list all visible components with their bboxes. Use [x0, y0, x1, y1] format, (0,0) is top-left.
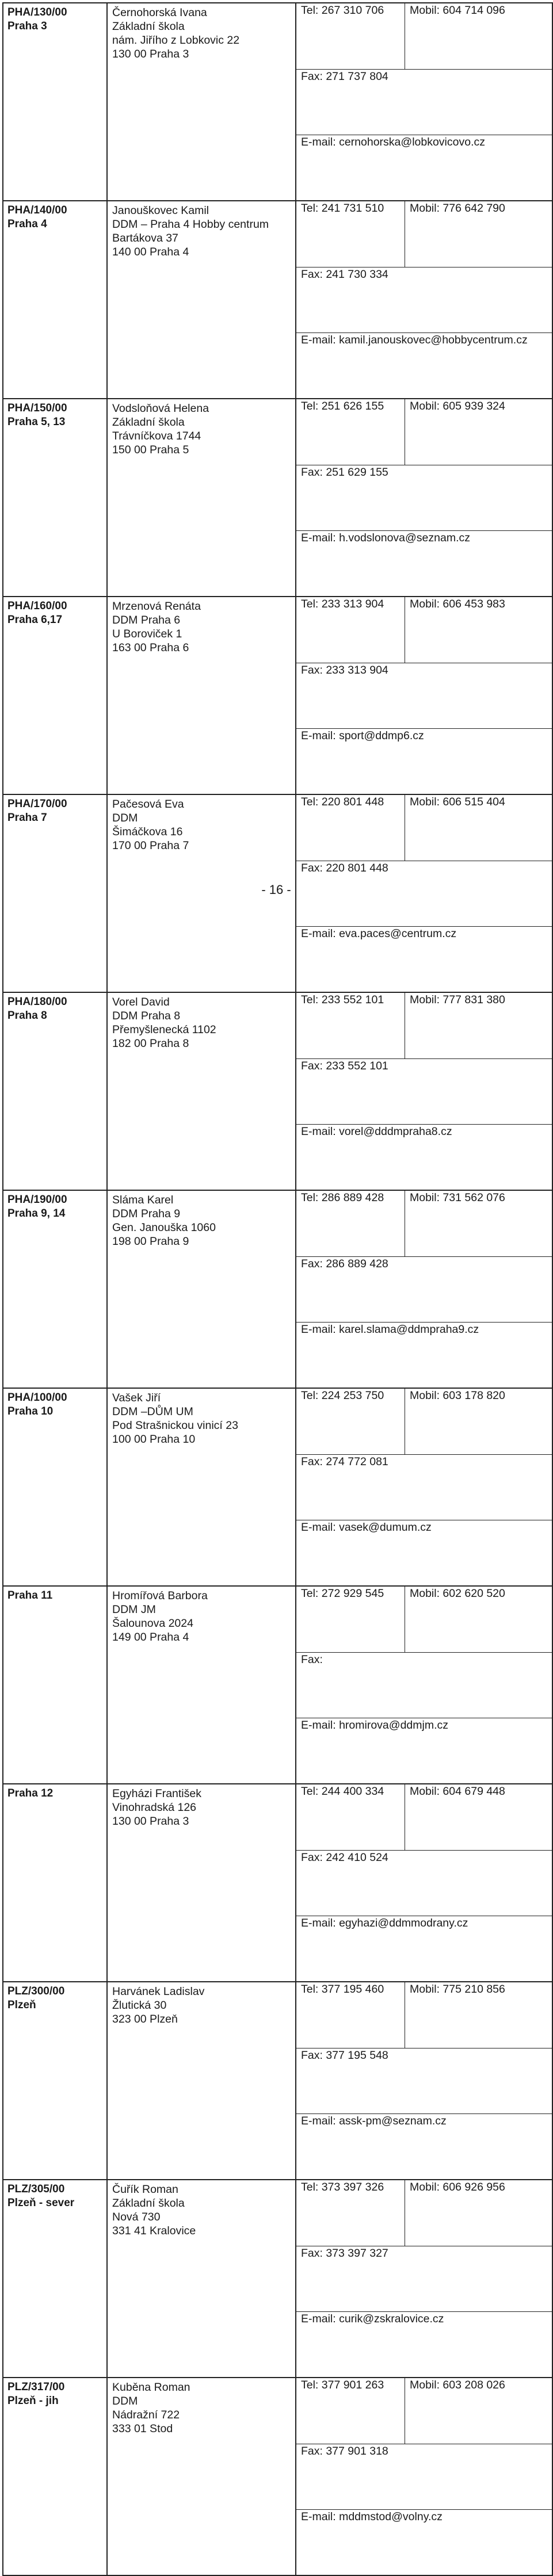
fax-number: Fax: 377 901 318: [296, 2444, 552, 2509]
address-line: nám. Jiřího z Lobkovic 22: [112, 34, 240, 47]
contact-details-cell: [296, 201, 552, 399]
phone-number: Tel: 377 195 460: [296, 1982, 405, 2048]
address-line: U Boroviček 1: [112, 628, 182, 640]
email-address: E-mail: curik@zskralovice.cz: [301, 2312, 444, 2325]
page-number: - 16 -: [261, 882, 291, 897]
district-code: Praha 12: [7, 1787, 54, 1799]
phone-number: Tel: 272 929 545: [296, 1587, 405, 1652]
address-line: 150 00 Praha 5: [112, 444, 189, 456]
address-line: 182 00 Praha 8: [112, 1037, 189, 1050]
district-name: Praha 9, 14: [7, 1207, 66, 1220]
contact-address-cell: [107, 1784, 296, 1982]
address-line: DDM – Praha 4 Hobby centrum: [112, 218, 269, 231]
district-name: Plzeň - jih: [7, 2395, 59, 2407]
phone-number: Tel: 241 731 510: [296, 201, 405, 267]
address-line: Nádražní 722: [112, 2409, 180, 2421]
district-code-cell: [3, 1982, 107, 2180]
district-code-cell: [3, 3, 107, 201]
district-code-cell: [3, 201, 107, 399]
directory-row: [3, 1784, 552, 1982]
email-address: E-mail: assk-pm@seznam.cz: [301, 2114, 447, 2127]
contact-person-name: Vodsloňová Helena: [112, 402, 209, 415]
address-line: DDM Praha 9: [112, 1207, 181, 1220]
phone-number: Tel: 286 889 428: [296, 1191, 405, 1256]
contact-details: [296, 2180, 552, 2377]
mobile-number: Mobil: 776 642 790: [405, 201, 552, 267]
contact-person-name: Hromířová Barbora: [112, 1589, 208, 1602]
fax-number: Fax:: [296, 1652, 552, 1718]
district-code-cell: [3, 597, 107, 794]
address-line: DDM Praha 8: [112, 1010, 181, 1022]
mobile-number: Mobil: 602 620 520: [405, 1587, 552, 1652]
address-line: Pod Strašnickou vinicí 23: [112, 1419, 238, 1432]
address-line: 170 00 Praha 7: [112, 839, 189, 852]
district-name: Praha 6,17: [7, 614, 63, 626]
contact-details-cell: [296, 3, 552, 201]
directory-row: [3, 597, 552, 794]
contact-details-cell: [296, 2378, 552, 2575]
directory-row: [3, 1982, 552, 2180]
district-name: Plzeň: [7, 1999, 36, 2011]
mobile-number: Mobil: 775 210 856: [405, 1982, 552, 2048]
contact-details-cell: [296, 1586, 552, 1784]
district-code-cell: [3, 1586, 107, 1784]
contact-person-name: Kuběna Roman: [112, 2381, 190, 2394]
contact-person-name: Čuřík Roman: [112, 2183, 178, 2196]
contact-details: [296, 201, 552, 398]
phone-number: Tel: 224 253 750: [296, 1389, 405, 1454]
email-address: E-mail: karel.slama@ddmpraha9.cz: [301, 1323, 479, 1336]
mobile-number: Mobil: 603 178 820: [405, 1389, 552, 1454]
fax-number: Fax: 377 195 548: [296, 2048, 552, 2113]
directory-row: [3, 3, 552, 201]
contact-details: [296, 399, 552, 596]
contact-details: [296, 1191, 552, 1388]
address-line: Přemyšlenecká 1102: [112, 1023, 216, 1036]
directory-row: [3, 1190, 552, 1388]
district-name: Praha 7: [7, 812, 47, 824]
mobile-number: Mobil: 606 926 956: [405, 2180, 552, 2246]
contact-details: [296, 3, 552, 200]
email-address: E-mail: vorel@dddmpraha8.cz: [301, 1125, 452, 1138]
email-address: E-mail: eva.paces@centrum.cz: [301, 927, 457, 940]
phone-number: Tel: 233 313 904: [296, 597, 405, 663]
fax-number: Fax: 271 737 804: [296, 69, 552, 135]
address-line: DDM –DŮM UM: [112, 1405, 193, 1418]
contact-address-cell: [107, 1982, 296, 2180]
phone-number: Tel: 377 901 263: [296, 2378, 405, 2444]
contact-details-cell: [296, 399, 552, 597]
district-code-cell: [3, 1388, 107, 1586]
email-address: E-mail: cernohorska@lobkovicovo.cz: [301, 135, 485, 148]
address-line: 163 00 Praha 6: [112, 641, 189, 654]
address-line: DDM: [112, 812, 138, 824]
directory-row: [3, 2378, 552, 2575]
contact-person-name: Egyházi František: [112, 1787, 201, 1800]
fax-number: Fax: 286 889 428: [296, 1256, 552, 1322]
directory-row: [3, 399, 552, 597]
address-line: Nová 730: [112, 2211, 161, 2223]
district-code: PHA/170/00: [7, 798, 67, 810]
mobile-number: Mobil: 777 831 380: [405, 993, 552, 1058]
district-code-cell: [3, 2180, 107, 2378]
fax-number: Fax: 220 801 448: [296, 861, 552, 926]
mobile-number: Mobil: 605 939 324: [405, 399, 552, 465]
directory-row: [3, 201, 552, 399]
district-code: PHA/160/00: [7, 600, 67, 612]
district-code: PHA/180/00: [7, 996, 67, 1008]
district-code: PHA/150/00: [7, 402, 67, 414]
district-code-cell: [3, 992, 107, 1190]
contact-person-name: Mrzenová Renáta: [112, 600, 201, 613]
address-line: 198 00 Praha 9: [112, 1235, 189, 1248]
contact-details: [296, 993, 552, 1190]
mobile-number: Mobil: 606 453 983: [405, 597, 552, 663]
district-name: Praha 10: [7, 1405, 54, 1417]
district-code: Praha 11: [7, 1589, 53, 1602]
contact-address-cell: [107, 1190, 296, 1388]
email-address: E-mail: egyhazi@ddmmodrany.cz: [301, 1916, 468, 1929]
address-line: Vinohradská 126: [112, 1801, 197, 1814]
fax-number: Fax: 233 313 904: [296, 663, 552, 728]
contact-address-cell: [107, 992, 296, 1190]
directory-row: [3, 1586, 552, 1784]
mobile-number: Mobil: 606 515 404: [405, 795, 552, 861]
contact-details: [296, 2378, 552, 2575]
fax-number: Fax: 251 629 155: [296, 465, 552, 530]
district-code-cell: [3, 1190, 107, 1388]
district-code: PLZ/300/00: [7, 1985, 65, 1997]
contact-address-cell: [107, 597, 296, 794]
address-line: Gen. Janouška 1060: [112, 1221, 216, 1234]
contact-person-name: Sláma Karel: [112, 1194, 174, 1206]
directory-row: [3, 2180, 552, 2378]
fax-number: Fax: 373 397 327: [296, 2246, 552, 2311]
address-line: 149 00 Praha 4: [112, 1631, 189, 1644]
directory-row: [3, 1388, 552, 1586]
phone-number: Tel: 251 626 155: [296, 399, 405, 465]
address-line: DDM JM: [112, 1603, 156, 1616]
contact-address-cell: [107, 2378, 296, 2575]
contact-address-cell: [107, 2180, 296, 2378]
district-code-cell: [3, 2378, 107, 2575]
district-code: PHA/140/00: [7, 204, 67, 216]
contact-address-cell: [107, 201, 296, 399]
contact-details: [296, 1389, 552, 1585]
address-line: Šimáčkova 16: [112, 825, 183, 838]
address-line: Šalounova 2024: [112, 1617, 193, 1630]
phone-number: Tel: 220 801 448: [296, 795, 405, 861]
contact-address-cell: [107, 399, 296, 597]
contact-details-cell: [296, 1982, 552, 2180]
contact-address-cell: [107, 1586, 296, 1784]
mobile-number: Mobil: 604 714 096: [405, 3, 552, 69]
email-address: E-mail: h.vodslonova@seznam.cz: [301, 531, 470, 544]
email-address: E-mail: hromirova@ddmjm.cz: [301, 1718, 449, 1732]
fax-number: Fax: 233 552 101: [296, 1058, 552, 1124]
address-line: DDM Praha 6: [112, 614, 181, 626]
district-name: Plzeň - sever: [7, 2197, 75, 2209]
district-code: PLZ/305/00: [7, 2183, 65, 2195]
district-code: PHA/190/00: [7, 1194, 67, 1206]
district-name: Praha 5, 13: [7, 416, 66, 428]
address-line: Základní škola: [112, 2197, 185, 2210]
address-line: 323 00 Plzeň: [112, 2013, 178, 2025]
address-line: Základní škola: [112, 20, 185, 33]
address-line: Základní škola: [112, 416, 185, 429]
district-code: PLZ/317/00: [7, 2381, 65, 2393]
contact-details-cell: [296, 1388, 552, 1586]
district-name: Praha 4: [7, 218, 47, 230]
address-line: 100 00 Praha 10: [112, 1433, 196, 1446]
contact-directory-table: [2, 2, 553, 2576]
district-code: PHA/130/00: [7, 6, 67, 18]
contact-person-name: Pačesová Eva: [112, 798, 184, 811]
contact-details: [296, 1587, 552, 1783]
district-code-cell: [3, 1784, 107, 1982]
district-name: Praha 8: [7, 1010, 47, 1022]
contact-details: [296, 1784, 552, 1981]
address-line: 130 00 Praha 3: [112, 1815, 189, 1828]
district-code: PHA/100/00: [7, 1392, 67, 1404]
contact-details-cell: [296, 1784, 552, 1982]
phone-number: Tel: 233 552 101: [296, 993, 405, 1058]
address-line: DDM: [112, 2395, 138, 2407]
contact-person-name: Janouškovec Kamil: [112, 204, 209, 217]
district-code-cell: [3, 399, 107, 597]
email-address: E-mail: sport@ddmp6.cz: [301, 729, 424, 742]
directory-row: [3, 992, 552, 1190]
contact-person-name: Černohorská Ivana: [112, 6, 207, 19]
fax-number: Fax: 241 730 334: [296, 267, 552, 332]
contact-details-cell: [296, 597, 552, 794]
phone-number: Tel: 244 400 334: [296, 1784, 405, 1850]
contact-details-cell: [296, 1190, 552, 1388]
contact-details: [296, 597, 552, 794]
fax-number: Fax: 242 410 524: [296, 1850, 552, 1916]
address-line: Bartákova 37: [112, 232, 178, 244]
phone-number: Tel: 373 397 326: [296, 2180, 405, 2246]
address-line: Žlutická 30: [112, 1999, 167, 2012]
mobile-number: Mobil: 731 562 076: [405, 1191, 552, 1256]
contact-details: [296, 1982, 552, 2179]
address-line: 333 01 Stod: [112, 2422, 173, 2435]
contact-details-cell: [296, 992, 552, 1190]
contact-person-name: Harvánek Ladislav: [112, 1985, 205, 1998]
contact-address-cell: [107, 1388, 296, 1586]
address-line: Trávníčkova 1744: [112, 430, 201, 442]
email-address: E-mail: vasek@dumum.cz: [301, 1520, 432, 1534]
email-address: E-mail: mddmstod@volny.cz: [301, 2510, 443, 2523]
email-address: E-mail: kamil.janouskovec@hobbycentrum.cz: [301, 333, 528, 346]
phone-number: Tel: 267 310 706: [296, 3, 405, 69]
contact-person-name: Vašek Jiří: [112, 1392, 161, 1404]
mobile-number: Mobil: 604 679 448: [405, 1784, 552, 1850]
directory-body: [3, 3, 552, 2575]
contact-person-name: Vorel David: [112, 996, 170, 1008]
address-line: 140 00 Praha 4: [112, 246, 189, 258]
fax-number: Fax: 274 772 081: [296, 1454, 552, 1520]
mobile-number: Mobil: 603 208 026: [405, 2378, 552, 2444]
address-line: 130 00 Praha 3: [112, 48, 189, 60]
contact-address-cell: [107, 3, 296, 201]
district-name: Praha 3: [7, 20, 47, 32]
address-line: 331 41 Kralovice: [112, 2225, 196, 2237]
contact-details-cell: [296, 2180, 552, 2378]
